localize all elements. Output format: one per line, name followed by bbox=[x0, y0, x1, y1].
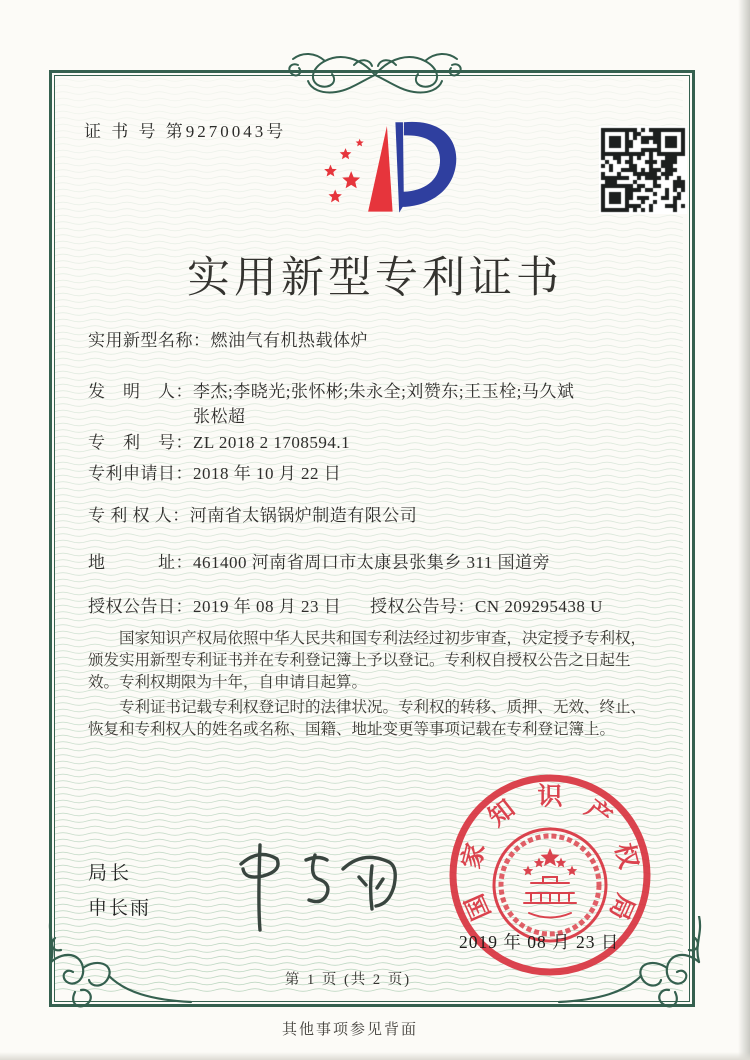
field-value: 燃油气有机热载体炉 bbox=[210, 331, 368, 350]
field-row-filing-date bbox=[88, 459, 341, 484]
certificate-title: 实用新型专利证书 bbox=[187, 255, 563, 302]
field-value: CN 209295438 U bbox=[475, 597, 603, 616]
commissioner-name: 申长雨 bbox=[88, 898, 152, 919]
field-row-utility-model-name bbox=[88, 326, 368, 351]
cnipa-patent-logo-icon bbox=[306, 110, 466, 238]
svg-text:权: 权 bbox=[609, 840, 642, 872]
svg-text:局: 局 bbox=[603, 889, 639, 924]
legal-paragraph-1: 国家知识产权局依照中华人民共和国专利法经过初步审查，决定授予专利权，颁发实用新型专利证书并在专利登记簿上予以登记。专利权自授权公告之日起生效。专利权期限为十年，自申请日起算。 bbox=[88, 630, 647, 691]
field-row-address bbox=[88, 548, 550, 573]
field-row-patentee bbox=[88, 501, 417, 526]
top-border-ornament-icon bbox=[258, 45, 492, 103]
svg-text:识: 识 bbox=[537, 783, 563, 811]
field-label: 授权公告日： bbox=[88, 597, 193, 616]
legal-paragraph-2: 专利证书记载专利权登记时的法律状况。专利权的转移、质押、无效、终止、恢复和专利权人的姓名或名称、国籍、地址变更等事项记载在专利登记簿上。 bbox=[88, 699, 647, 738]
field-row-patent-number bbox=[88, 428, 350, 453]
certificate-number: 证 书 号 第9270043号 bbox=[84, 122, 287, 141]
field-row-inventors bbox=[88, 377, 574, 427]
field-value: ZL 2018 2 1708594.1 bbox=[193, 433, 351, 452]
field-value: 2018 年 10 月 22 日 bbox=[193, 464, 342, 483]
legal-text-block bbox=[88, 628, 654, 744]
field-value-line2: 张松超 bbox=[193, 407, 246, 426]
field-label: 地 址： bbox=[88, 553, 193, 572]
handwritten-signature bbox=[205, 833, 405, 938]
field-label: 专 利 权 人： bbox=[88, 506, 190, 525]
field-value: 河南省太锅锅炉制造有限公司 bbox=[189, 506, 418, 525]
svg-text:家: 家 bbox=[458, 840, 491, 872]
commissioner-title: 局长 bbox=[88, 863, 133, 884]
field-label: 专利申请日： bbox=[88, 464, 193, 483]
page-number: 第 1 页 (共 2 页) bbox=[284, 972, 412, 988]
field-label: 授权公告号： bbox=[370, 597, 475, 616]
grant-number-pair bbox=[370, 592, 603, 617]
svg-text:产: 产 bbox=[579, 795, 617, 832]
field-label: 专 利 号： bbox=[88, 433, 193, 452]
field-value: 李杰;李晓光;张怀彬;朱永全;刘赞东;王玉栓;马久斌 bbox=[193, 382, 575, 401]
bottom-left-ornament-icon bbox=[45, 916, 195, 1012]
seal-date: 2019 年 08 月 23 日 bbox=[459, 932, 620, 952]
qr-code bbox=[599, 126, 687, 214]
field-label: 发 明 人： bbox=[88, 382, 193, 401]
field-label: 实用新型名称： bbox=[88, 331, 211, 350]
field-value: 2019 年 08 月 23 日 bbox=[193, 597, 342, 616]
scan-edge-shadow bbox=[738, 0, 750, 1060]
national-emblem-icon bbox=[494, 829, 606, 941]
field-value: 461400 河南省周口市太康县张集乡 311 国道旁 bbox=[193, 553, 551, 572]
svg-text:知: 知 bbox=[483, 795, 521, 832]
scan-edge-shadow-bottom bbox=[0, 1052, 750, 1060]
field-row-grant bbox=[88, 592, 603, 617]
back-side-note: 其他事项参见背面 bbox=[281, 1022, 418, 1038]
svg-text:国: 国 bbox=[461, 889, 497, 924]
